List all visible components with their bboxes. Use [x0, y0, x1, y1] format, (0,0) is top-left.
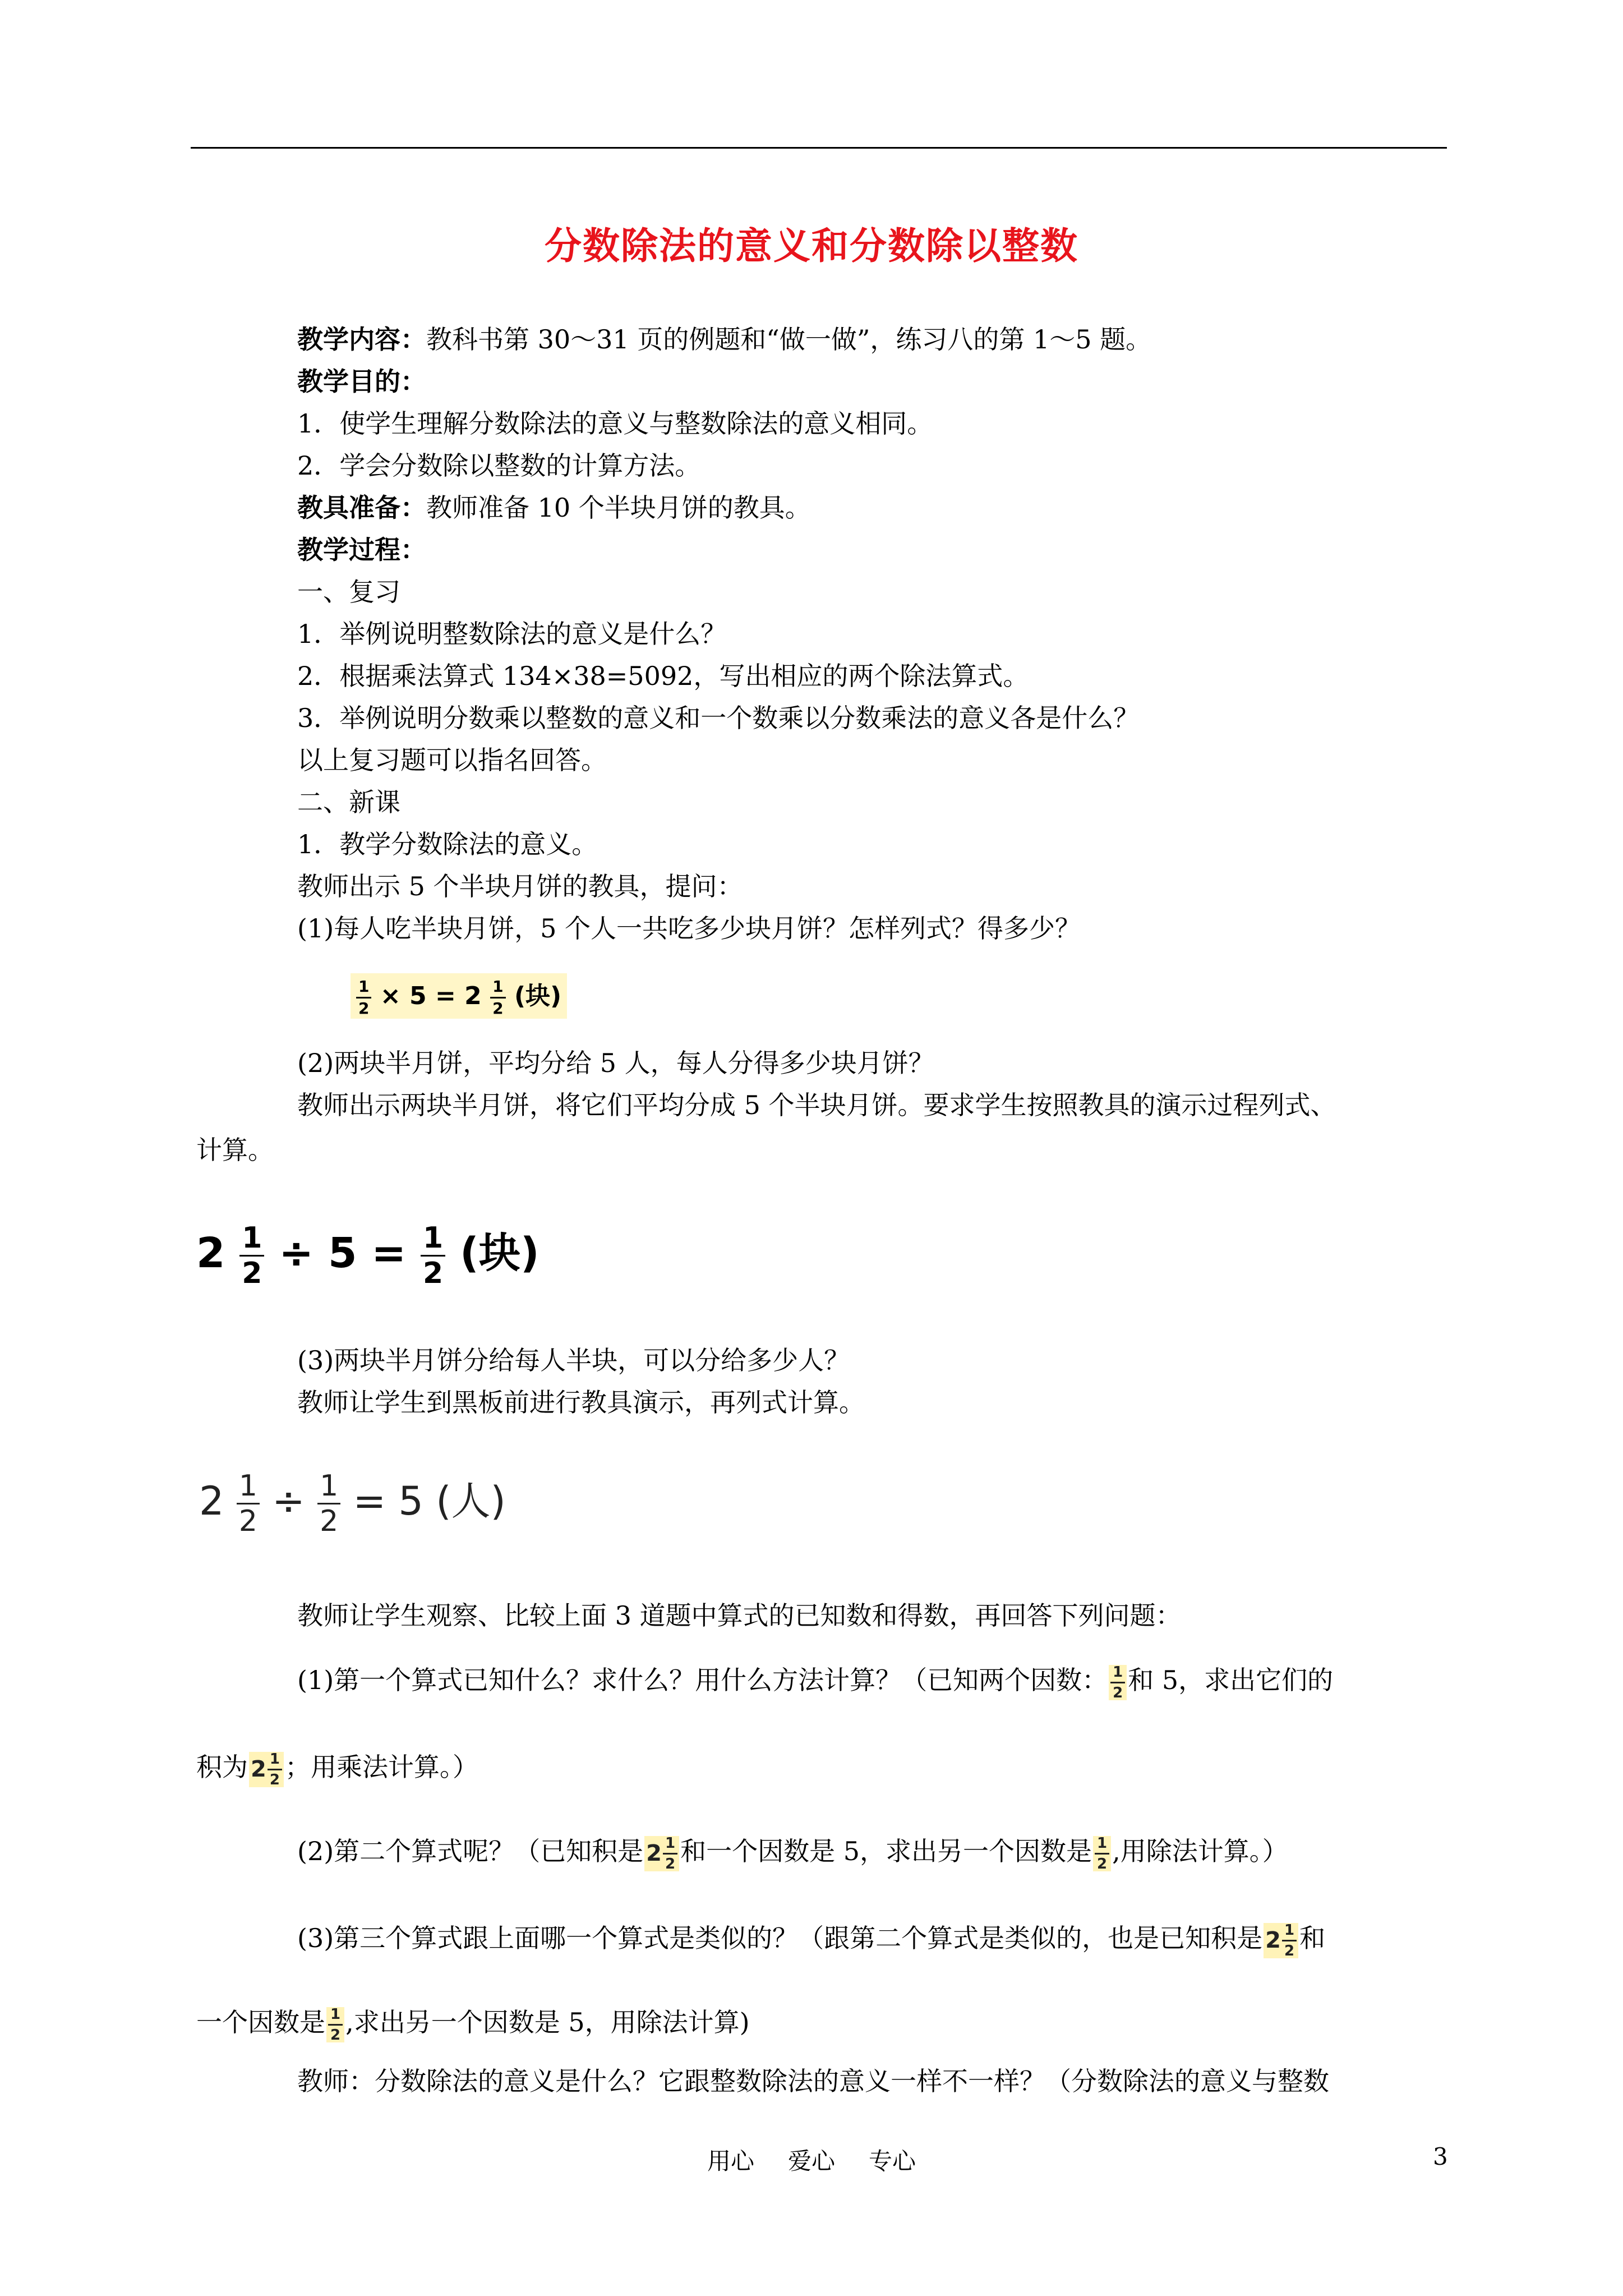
fraction-half: $\frac{1}{2}$: [326, 2007, 344, 2042]
footer-item: 爱心: [787, 2147, 835, 2175]
equation-3: 2 $\frac{1}{2}$ ÷ $\frac{1}{2}$ = 5 (人): [199, 1469, 506, 1539]
header-rule: [191, 147, 1447, 149]
review-heading: 一、复习: [297, 577, 400, 607]
prep-label: 教具准备：: [297, 493, 426, 523]
process-label: 教学过程：: [297, 535, 426, 565]
review-note: 以上复习题可以指名回答。: [297, 745, 607, 775]
answer-3-line-2: 一个因数是 $\frac{1}{2}$ ,求出另一个因数是 5，用除法计算): [196, 2005, 750, 2044]
equation-2: 2 $\frac{1}{2}$ ÷ 5 = $\frac{1}{2}$ (块): [196, 1221, 540, 1290]
teacher-question-last: 教师：分数除法的意义是什么？它跟整数除法的意义一样不一样？（分数除法的意义与整数: [297, 2066, 1329, 2096]
answer-1-line-1: (1)第一个算式已知什么？求什么？用什么方法计算？（已知两个因数： $\frac{1}{2}$ 和 5，求出它们的: [297, 1663, 1334, 1701]
answer-2: (2)第二个算式呢？（已知积是 2 $\frac{1}{2}$ 和一个因数是 5，求出另一个因数是 $\frac{1}{2}$ ,用除法计算。）: [297, 1834, 1288, 1872]
prep-line: [297, 491, 811, 524]
goal-1: 1．使学生理解分数除法的意义与整数除法的意义相同。: [297, 408, 933, 439]
review-1: 1．举例说明整数除法的意义是什么？: [297, 619, 727, 649]
question-1: (1)每人吃半块月饼，5 个人一共吃多少块月饼？怎样列式？得多少？: [297, 913, 1081, 944]
mixed-fraction-two-and-half: 2 $\frac{1}{2}$: [644, 1836, 679, 1871]
new-lesson-heading: 二、新课: [297, 787, 400, 817]
footer-motto: [0, 2143, 1623, 2177]
mixed-fraction-two-and-half: 2 $\frac{1}{2}$: [249, 1752, 284, 1787]
answer-3-line-1: (3)第三个算式跟上面哪一个算式是类似的？（跟第二个算式是类似的，也是已知积是 2 $\frac{1}{2}$ 和: [297, 1921, 1326, 1959]
document-title: 分数除法的意义和分数除以整数: [545, 224, 1078, 268]
teacher-show-3: 教师让学生到黑板前进行教具演示，再列式计算。: [297, 1387, 865, 1418]
teacher-show-2a: 教师出示两块半月饼，将它们平均分成 5 个半块月饼。要求学生按照教具的演示过程列式、: [297, 1090, 1336, 1120]
teacher-show-1: 教师出示 5 个半块月饼的教具，提问：: [297, 871, 743, 901]
review-3: 3．举例说明分数乘以整数的意义和一个数乘以分数乘法的意义各是什么？: [297, 703, 1140, 733]
goal-2: 2．学会分数除以整数的计算方法。: [297, 450, 701, 481]
goal-label: 教学目的：: [297, 366, 426, 397]
new-lesson-1: 1．教学分数除法的意义。: [297, 829, 598, 859]
mixed-fraction-two-and-half: 2 $\frac{1}{2}$: [1264, 1923, 1298, 1958]
content-text: 教科书第 30～31 页的例题和“做一做”，练习八的第 1～5 题。: [426, 324, 1152, 355]
footer-item: 用心: [707, 2147, 754, 2175]
prep-text: 教师准备 10 个半块月饼的教具。: [426, 493, 811, 523]
teacher-show-2b: 计算。: [196, 1135, 274, 1165]
question-3: (3)两块半月饼分给每人半块，可以分给多少人？: [297, 1345, 850, 1375]
content-label: 教学内容：: [297, 324, 426, 355]
review-2: 2．根据乘法算式 134×38=5092，写出相应的两个除法算式。: [297, 661, 1029, 691]
fraction-half: $\frac{1}{2}$: [1109, 1665, 1127, 1700]
fraction-half: $\frac{1}{2}$: [1093, 1836, 1111, 1871]
footer-item: 专心: [869, 2147, 916, 2175]
page-number: 3: [1433, 2143, 1448, 2170]
equation-1: $\frac{1}{2}$ × 5 = 2 $\frac{1}{2}$ (块): [351, 973, 567, 1019]
question-2: (2)两块半月饼，平均分给 5 人，每人分得多少块月饼？: [297, 1048, 934, 1078]
answer-1-line-2: 积为 2 $\frac{1}{2}$ ；用乘法计算。）: [196, 1750, 478, 1788]
teaching-content: [297, 323, 1151, 356]
compare-instruction: 教师让学生观察、比较上面 3 道题中算式的已知数和得数，再回答下列问题：: [297, 1600, 1182, 1631]
